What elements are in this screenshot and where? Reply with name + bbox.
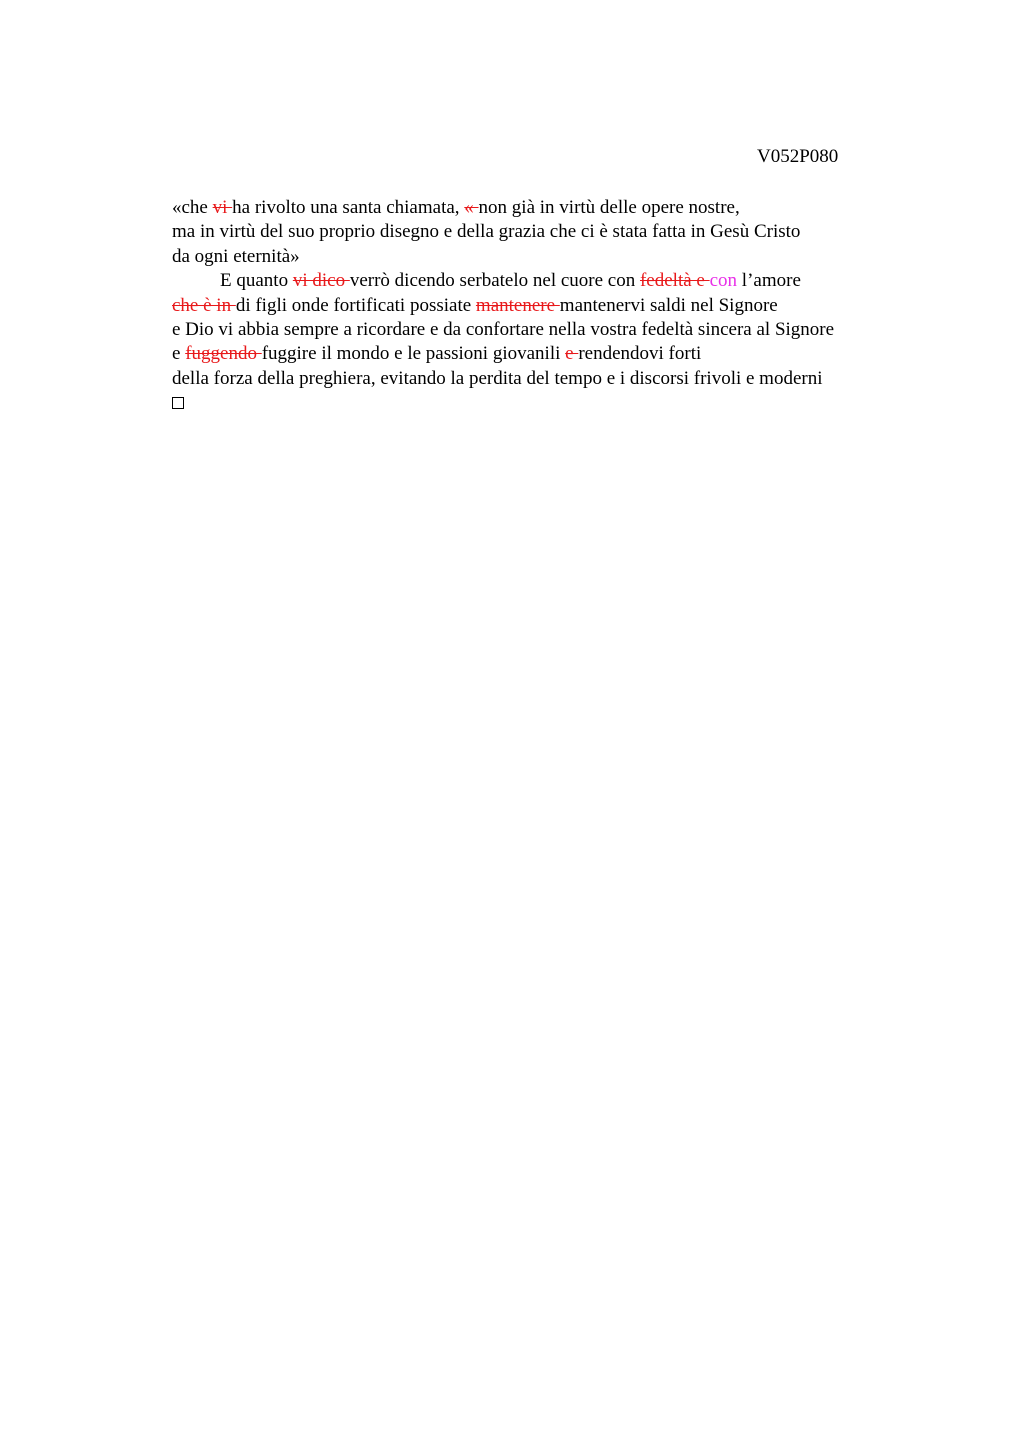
text-segment: E quanto	[220, 270, 293, 292]
empty-square-icon	[172, 397, 184, 409]
manuscript-text	[172, 196, 932, 416]
page-id: V052P080	[757, 146, 839, 167]
text-segment: da ogni eternità»	[172, 245, 300, 267]
deleted-text: vi	[212, 197, 233, 218]
text-segment: di figli onde fortificati possiate	[235, 294, 476, 316]
text-segment: rendendovi forti	[578, 343, 702, 365]
text-line	[172, 220, 932, 244]
text-segment: «che	[172, 197, 213, 218]
deleted-text: fuggendo	[185, 343, 262, 365]
deleted-text: mantenere	[475, 294, 560, 316]
deleted-text: e	[565, 343, 579, 365]
text-segment: ma in virtù del suo proprio disegno e della grazia che ci è stata fatta in Gesù Cristo	[172, 221, 801, 243]
end-marker-line	[172, 391, 932, 415]
text-segment: mantenervi saldi nel Signore	[559, 294, 778, 316]
text-segment: e Dio vi abbia sempre a ricordare e da confortare nella vostra fedeltà sincera al Signore	[172, 318, 835, 340]
text-segment: verrò dicendo serbatelo nel cuore con	[349, 270, 640, 292]
deleted-text: «	[464, 197, 479, 218]
text-line	[172, 294, 932, 318]
text-line	[172, 245, 932, 269]
text-line	[172, 367, 932, 391]
deleted-text: fedeltà e	[639, 270, 710, 292]
inserted-text: con	[709, 270, 738, 292]
text-segment: e	[172, 343, 186, 365]
text-segment: non già in virtù delle opere nostre,	[478, 197, 740, 218]
deleted-text: che è in	[172, 294, 236, 316]
text-line	[172, 318, 932, 342]
text-segment: l’amore	[737, 270, 801, 292]
text-line	[172, 269, 932, 293]
deleted-text: vi dico	[292, 270, 350, 292]
text-segment: fuggire il mondo e le passioni giovanili	[261, 343, 566, 365]
text-line	[172, 196, 932, 220]
text-lines	[172, 196, 932, 391]
text-segment: della forza della preghiera, evitando la perdita del tempo e i discorsi frivoli e moderni	[172, 367, 823, 389]
text-line	[172, 342, 932, 366]
text-segment: ha rivolto una santa chiamata,	[232, 197, 465, 218]
